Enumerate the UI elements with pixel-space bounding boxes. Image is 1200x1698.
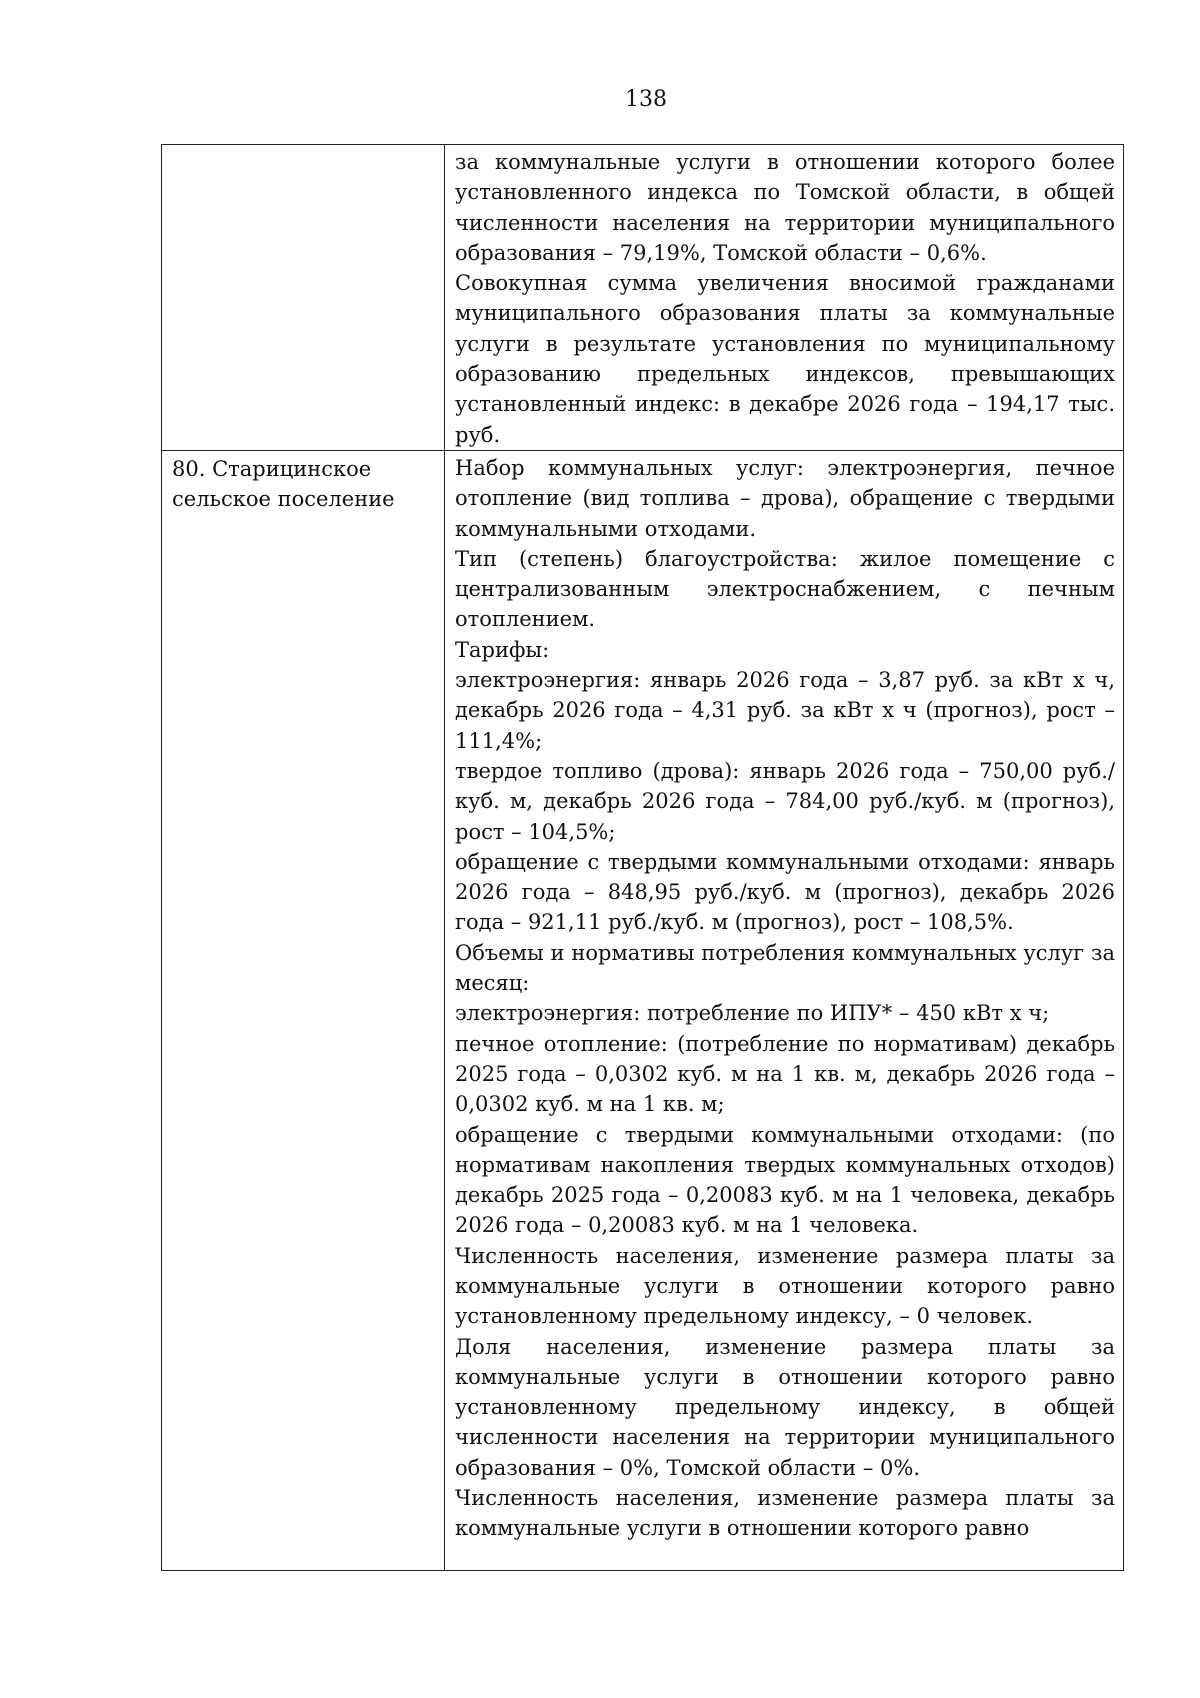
municipality-cell [162, 145, 445, 451]
description-paragraph: Численность населения, изменение размера платы за коммунальные услуги в отношении которого равно [455, 1486, 1115, 1541]
page-number: 138 [625, 87, 667, 112]
description-paragraph: Тип (степень) благоустройства: жилое помещение с централизованным электроснабжением, с печным отоплением. [455, 546, 1115, 632]
description-paragraph: обращение с твердыми коммунальными отходами: (по нормативам накопления твердых коммунальных отходов) декабрь 2025 года – 0,20083 куб. м на 1 человека, декабрь 2026 года – 0,20083 куб. м на 1 человека. [455, 1122, 1115, 1238]
description-paragraph: Тарифы: [455, 637, 550, 662]
description-paragraph: Объемы и нормативы потребления коммунальных услуг за месяц: [455, 940, 1115, 996]
table-row [162, 145, 1124, 451]
tariff-table [161, 144, 1124, 1571]
municipality-name: 80. Старицинское сельское поселение [172, 456, 395, 512]
description-paragraph: электроэнергия: потребление по ИПУ* – 450 кВт х ч; [455, 1001, 1050, 1026]
description-paragraph: Совокупная сумма увеличения вносимой гражданами муниципального образования платы за коммунальные услуги в результате установления по муниципальному образованию предельных индексов, превышающих установленный индекс: в декабре 2026 года – 194,17 тыс. руб. [455, 271, 1115, 447]
municipality-name [162, 145, 444, 148]
description-cell [445, 450, 1124, 1570]
municipality-cell [162, 450, 445, 1570]
description-paragraph: Доля населения, изменение размера платы за коммунальные услуги в отношении которого равно установленному предельному индексу, в общей численности населения на территории муниципального образования – 0%, Томской области – 0%. [455, 1334, 1115, 1480]
description-paragraph: Численность населения, изменение размера платы за коммунальные услуги в отношении которого равно установленному предельному индексу, – 0 человек. [455, 1243, 1115, 1329]
description-paragraph: электроэнергия: январь 2026 года – 3,87 руб. за кВт х ч, декабрь 2026 года – 4,31 руб. за кВт х ч (прогноз), рост – 111,4%; [455, 668, 1115, 753]
description-paragraph: твердое топливо (дрова): январь 2026 года – 750,00 руб./куб. м, декабрь 2026 года – 784,00 руб./куб. м (прогноз), рост – 104,5%; [455, 758, 1115, 844]
table-row [162, 450, 1124, 1570]
description-paragraph: Набор коммунальных услуг: электроэнергия, печное отопление (вид топлива – дрова), обращение с твердыми коммунальными отходами. [455, 455, 1115, 541]
description-cell [445, 145, 1124, 451]
description-paragraph: обращение с твердыми коммунальными отходами: январь 2026 года – 848,95 руб./куб. м (прогноз), декабрь 2026 года – 921,11 руб./куб. м (прогноз), рост – 108,5%. [455, 849, 1115, 935]
description-paragraph: за коммунальные услуги в отношении которого более установленного индекса по Томской области, в общей численности населения на территории муниципального образования – 79,19%, Томской области – 0,6%. [455, 150, 1115, 265]
description-paragraph: печное отопление: (потребление по нормативам) декабрь 2025 года – 0,0302 куб. м на 1 кв. м, декабрь 2026 года – 0,0302 куб. м на 1 кв. м; [455, 1031, 1115, 1117]
